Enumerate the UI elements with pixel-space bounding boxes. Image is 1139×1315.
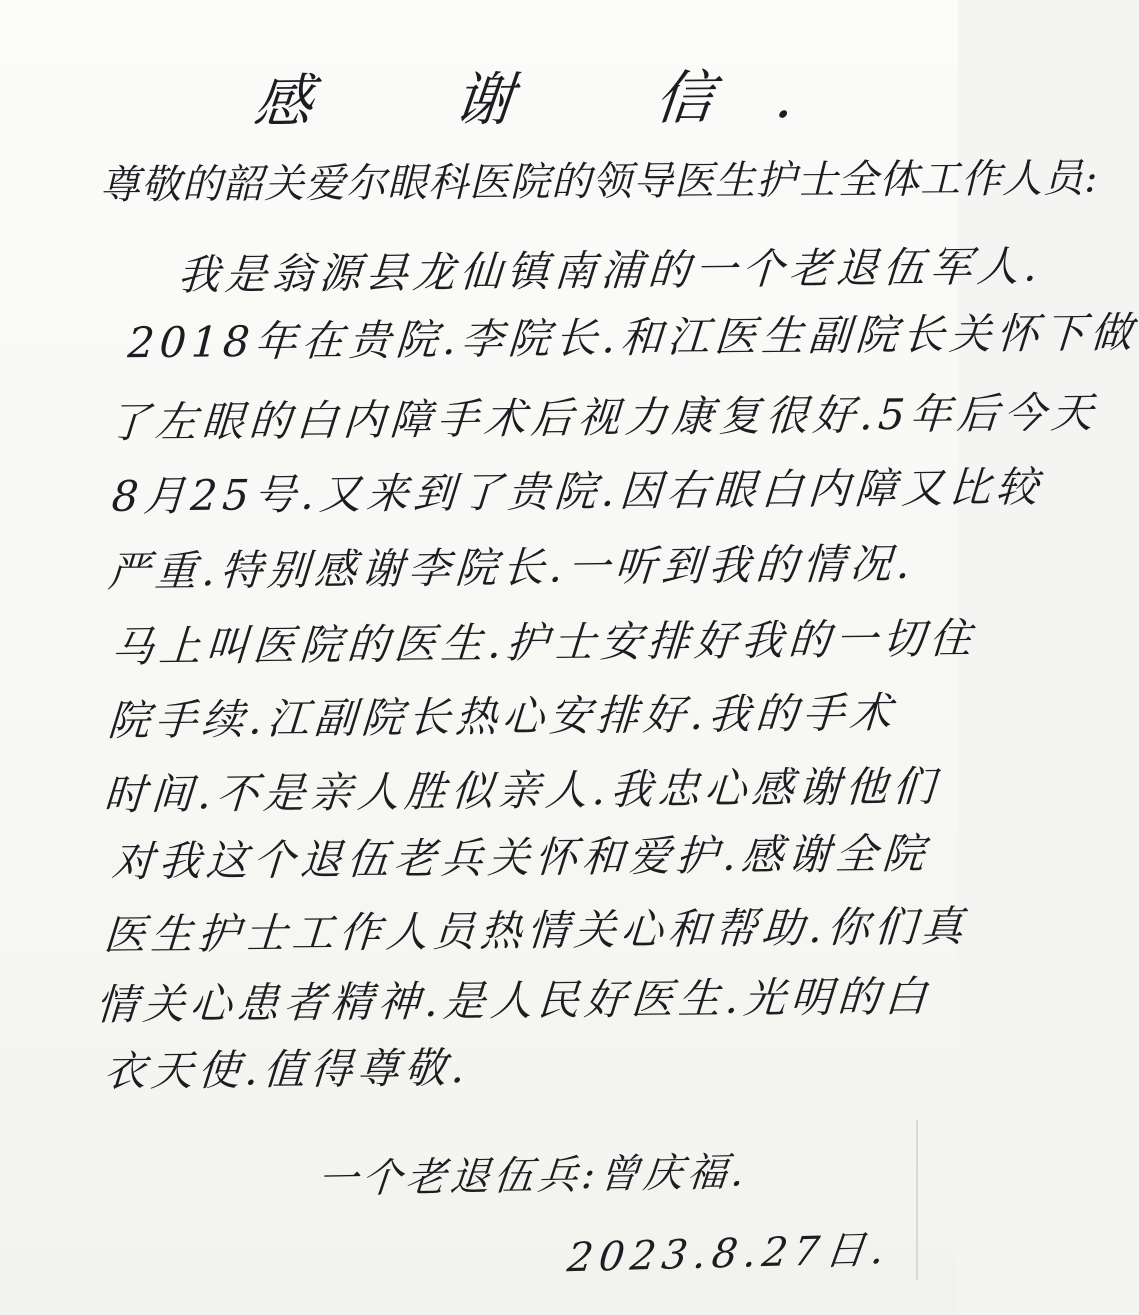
- letter-body-line: 马上叫医院的医生.护士安排好我的一切住: [110, 613, 978, 672]
- letter-body-line: 医生护士工作人员热情关心和帮助.你们真: [102, 901, 970, 960]
- letter-body-line: 院手续.江副院长热心安排好.我的手术: [106, 687, 898, 746]
- letter-body-line: 衣天使.值得尊敬.: [102, 1043, 472, 1096]
- letter-salutation: 尊敬的韶关爱尔眼科医院的领导医生护士全体工作人员:: [99, 155, 1099, 209]
- letter-signature: 一个老退伍兵:曾庆福.: [315, 1149, 750, 1203]
- letter-body-line: 了左眼的白内障手术后视力康复很好.5年后今天: [106, 387, 1100, 448]
- page-edge-divider: [916, 1120, 918, 1280]
- letter-body-line: 2018年在贵院.李院长.和江医生副院长关怀下做: [126, 307, 1139, 368]
- letter-date: 2023.8.27日.: [565, 1226, 893, 1282]
- letter-body-line: 对我这个退伍老兵关怀和爱护.感谢全院: [110, 828, 931, 887]
- letter-body-line: 严重.特别感谢李院长.一听到我的情况.: [106, 538, 917, 597]
- letter-body-line: 我是翁源县龙仙镇南浦的一个老退伍军人.: [176, 241, 1044, 300]
- letter-body-line: 情关心患者精神.是人民好医生.光明的白: [94, 971, 933, 1030]
- letter-body-line: 时间.不是亲人胜似亲人.我忠心感谢他们: [102, 761, 941, 820]
- letter-title: 感 谢 信.: [250, 62, 860, 136]
- letter-body-line: 8月25号.又来到了贵院.因右眼白内障又比较: [110, 462, 1045, 521]
